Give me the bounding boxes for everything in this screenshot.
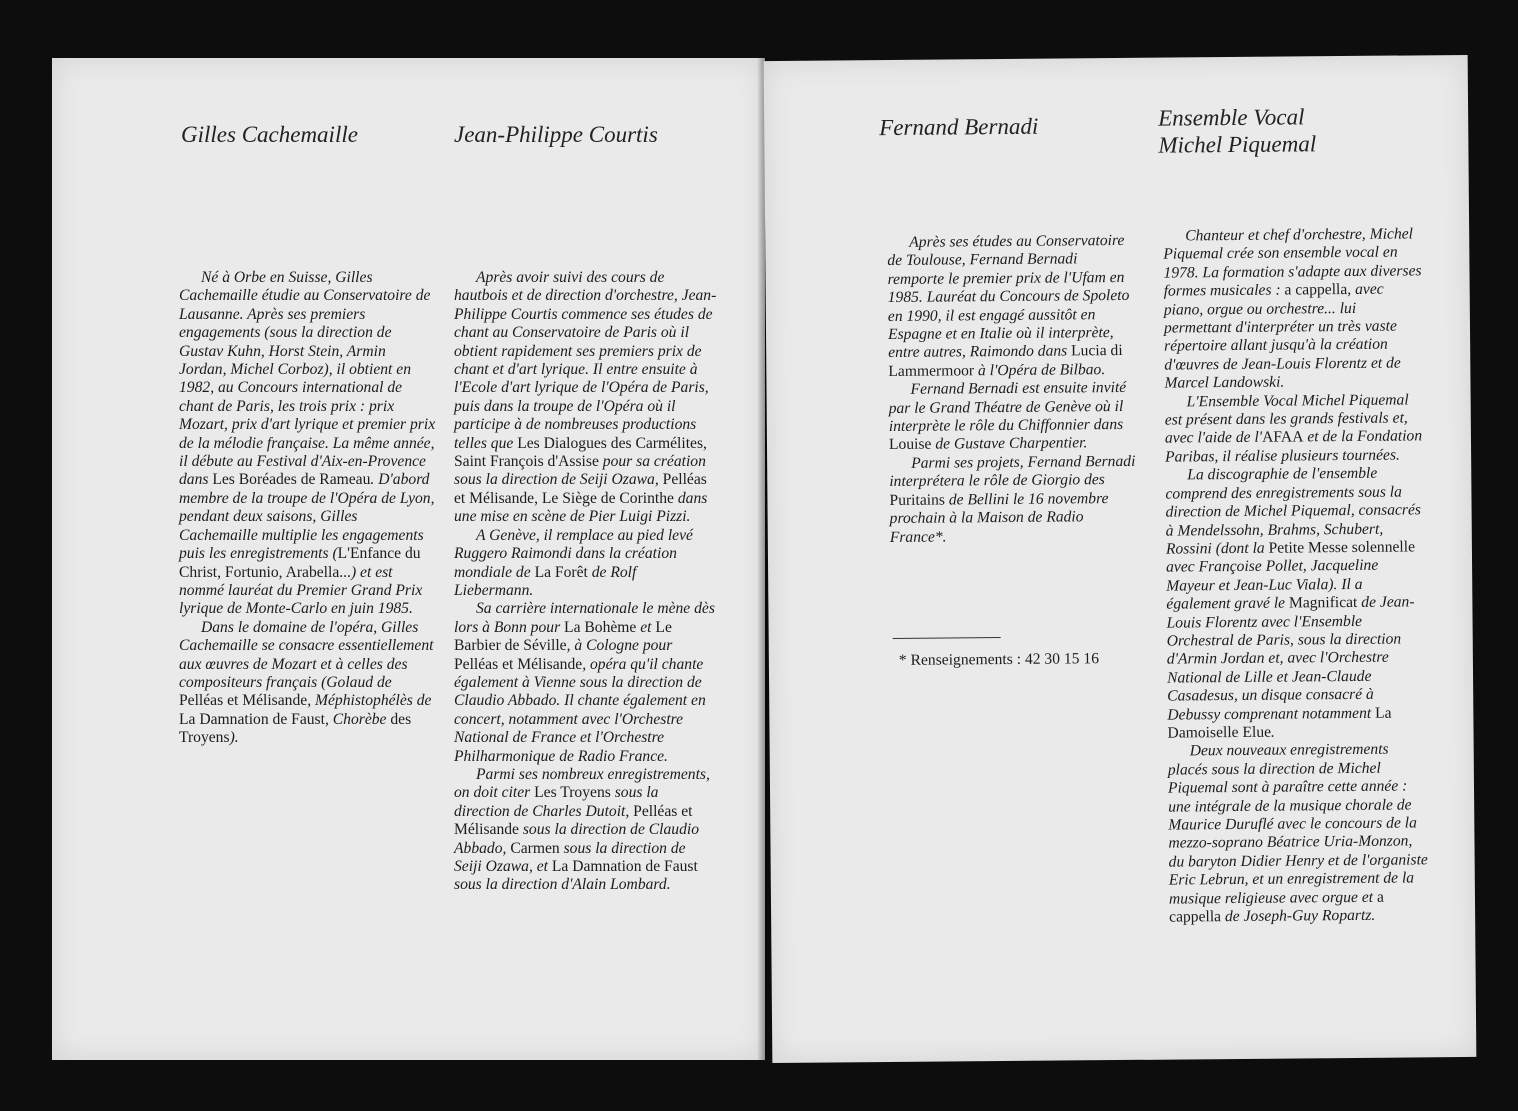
heading-jean-philippe-courtis: Jean-Philippe Courtis: [454, 122, 658, 147]
work-title: Les Troyens: [534, 784, 611, 802]
text-run: ) et est nommé lauréat du Premier Grand Prix lyrique de Monte-Carlo en juin 1985.: [179, 563, 423, 618]
text-run: sous la direction de Claudio Abbado,: [454, 821, 700, 857]
text-run: avec Françoise Pollet, Jacqueline Mayeur et Jean-Luc Viala). Il a également gravé le: [1166, 557, 1379, 613]
text-run: à l'Opéra de Bilbao.: [974, 360, 1106, 380]
paragraph: [888, 379, 1139, 455]
text-run: Après avoir suivi des cours de hautbois et de direction d'orchestre, Jean-Philippe Courtis commence ses études de chant au Conservatoire de Paris où il obtient rapidement ses premiers prix de chant et d'art lyrique. Il entre ensuite à l'Ecole d'art lyrique de l'Opéra de Paris, puis dans la troupe de l'Opéra où il participe à de nombreuses productions telles que: [454, 269, 717, 452]
text-run: Après ses études au Conservatoire de Toulouse, Fernand Bernadi remporte le premier prix de l'Ufam en 1985. Lauréat du Concours de Spoleto en 1990, il est engagé aussitôt en Espagne et en Italie où il interprète, entre autres, Raimondo dans: [887, 231, 1130, 362]
text-run: A Genève, il remplace au pied levé Ruggero Raimondi dans la création mondiale de: [454, 526, 693, 581]
text-run: , opéra qu'il chante également à Vienne sous la direction de Claudio Abbado. Il chante également en concert, notamment avec l'Orchestre National de France et l'Orchestre Philharmonique de Radio France.: [454, 655, 706, 765]
work-title: Louise: [888, 436, 932, 454]
text-run: .: [1270, 723, 1275, 741]
text-run: ).: [229, 729, 239, 747]
text-run: dans une mise en scène de Pier Luigi Pizzi.: [454, 489, 708, 526]
paragraph: [454, 600, 717, 766]
text-run: sous la direction de Charles Dutoit,: [454, 784, 659, 820]
work-title: Pelléas et Mélisande: [179, 692, 308, 710]
text-run: Fernand Bernadi est ensuite invité par le Grand Théatre de Genève où il interprète le rôle du Chiffonnier dans: [888, 379, 1127, 436]
paragraph: [454, 766, 717, 895]
work-title: Petite Messe solennelle: [1268, 538, 1416, 557]
text-run: sous la direction d'Alain Lombard.: [454, 876, 671, 894]
text-run: Dans le domaine de l'opéra, Gilles Cachemaille se consacre essentiellement aux œuvres de Mozart et à celles des compositeurs français (Golaud de: [179, 618, 434, 691]
bio-ensemble-vocal-michel-piquemal: [1163, 225, 1429, 927]
text-run: Chanteur et chef d'orchestre, Michel Piquemal crée son ensemble vocal en 1978. La formation s'adapte aux diverses formes musicales :: [1163, 225, 1422, 300]
text-run: de Gustave Charpentier.: [931, 434, 1088, 454]
text-run: Né à Orbe en Suisse, Gilles Cachemaille étudie au Conservatoire de Lausanne. Après ses premiers engagements (sous la direction de Gustav Kuhn, Horst Stein, Armin Jordan, Michel Corboz), il obtient en 1982, au Concours international de chant de Paris, les trois prix : prix Mozart, prix d'art lyrique et premier prix de la mélodie française. La même année, il débute au Festival d'Aix-en-Provence dans: [179, 269, 436, 489]
work-title: Pelléas et Mélisande, Le Siège de Corinthe: [454, 471, 707, 507]
work-title: a cappella: [1169, 888, 1384, 926]
text-run: de Jean-Louis Florentz avec l'Ensemble Orchestral de Paris, sous la direction d'Armin Jordan et, avec l'Orchestre National de Lille et Jean-Claude Casadesus, un disque consacré à Debussy comprenant notamment: [1166, 593, 1415, 724]
text-run: de Rolf Liebermann.: [454, 563, 637, 599]
work-title: Pelléas et Mélisande: [454, 802, 693, 839]
paragraph: [887, 232, 1138, 381]
work-title: Les Dialogues des Carmélites, Saint François d'Assise: [454, 434, 707, 471]
text-run: et: [636, 618, 656, 636]
bio-fernand-bernadi: [887, 232, 1140, 547]
work-title: La Bohème: [564, 618, 637, 636]
paragraph: [1165, 465, 1427, 743]
work-title: Puritains: [889, 491, 946, 509]
work-title: Lucia di Lammermoor: [888, 342, 1123, 380]
text-run: La discographie de l'ensemble comprend des enregistrements sous la direction de Michel Piquemal, consacrés à Mendelssohn, Brahms, Schubert, Rossini (dont la: [1165, 465, 1422, 558]
work-title: Les Boréades de Rameau: [212, 471, 371, 489]
bio-gilles-cachemaille: [179, 269, 437, 748]
text-run: , Méphistophélès de: [307, 692, 432, 710]
text-run: Deux nouveaux enregistrements placés sous la direction de Michel Piquemal sont à paraître cette année : une intégrale de la musique chorale de Maurice Duruflé avec le concours de la mezzo-soprano Béatrice Uria-Monzon, du baryton Didier Henry et de l'organiste Eric Lebrun, et un enregistrement de la musique religieuse avec orgue et: [1167, 741, 1428, 908]
text-run: , Chorèbe: [324, 710, 391, 728]
work-title: La Damnation de Faust: [179, 710, 325, 728]
heading-gilles-cachemaille: Gilles Cachemaille: [181, 122, 358, 147]
text-run: L'Ensemble Vocal Michel Piquemal est présent dans les grands festivals et, avec l'aide de l': [1164, 391, 1409, 448]
left-page: [52, 58, 765, 1060]
work-title: L'Enfance du Christ, Fortunio, Arabella...: [179, 545, 421, 581]
paragraph: [179, 269, 437, 619]
paragraph: [454, 527, 717, 601]
work-title: AFAA: [1262, 428, 1304, 447]
text-run: de Joseph-Guy Ropartz.: [1221, 906, 1376, 926]
footnote: * Renseignements : 42 30 15 16: [898, 650, 1100, 669]
text-run: , avec piano, orgue ou orchestre... lui permettant d'interpréter un très vaste répertoire allant jusqu'à la création d'œuvres de Jean-Louis Florentz et de Marcel Landowski.: [1163, 280, 1401, 392]
work-title: Pelléas et Mélisande: [454, 655, 583, 673]
text-run: sous la direction de Seiji Ozawa, et: [454, 839, 686, 875]
text-run: Parmi ses nombreux enregistrements, on doit citer: [454, 765, 710, 802]
work-title: des Troyens: [179, 710, 412, 747]
work-title: La Forêt: [534, 563, 588, 581]
text-run: Parmi ses projets, Fernand Bernadi interprétera le rôle de Giorgio des: [889, 452, 1136, 491]
paragraph: [1163, 225, 1424, 393]
paragraph: [1168, 741, 1430, 927]
work-title: Le Barbier de Séville: [454, 618, 672, 655]
work-title: La Damoiselle Elue: [1167, 704, 1392, 742]
work-title: La Damnation de Faust: [551, 858, 698, 875]
heading-fernand-bernadi: Fernand Bernadi: [879, 113, 1039, 141]
heading-ensemble-vocal-michel-piquemal: Ensemble Vocal Michel Piquemal: [1158, 104, 1317, 158]
paragraph: [179, 619, 437, 748]
footnote-rule: [893, 637, 1001, 639]
text-run: . D'abord membre de la troupe de l'Opéra de Lyon, pendant deux saisons, Gilles Cachemaille multiplie les engagements puis les enregistrements (: [179, 471, 435, 563]
work-title: Magnificat: [1288, 594, 1358, 612]
text-run: et de la Fondation Paribas, il réalise plusieurs tournées.: [1165, 427, 1423, 466]
paragraph: [1165, 391, 1426, 467]
paragraph: [454, 269, 717, 527]
work-title: a cappella: [1284, 281, 1348, 299]
paragraph: [889, 453, 1140, 547]
text-run: de Bellini le 16 novembre prochain à la Maison de Radio France*.: [889, 489, 1109, 546]
text-run: Sa carrière internationale le mène dès lors à Bonn pour: [454, 600, 715, 636]
right-page: [764, 55, 1477, 1063]
bio-jean-philippe-courtis: [454, 269, 717, 895]
work-title: Carmen: [510, 839, 560, 857]
text-run: pour sa création sous la direction de Seiji Ozawa,: [454, 453, 706, 489]
text-run: , à Cologne pour: [566, 637, 673, 655]
